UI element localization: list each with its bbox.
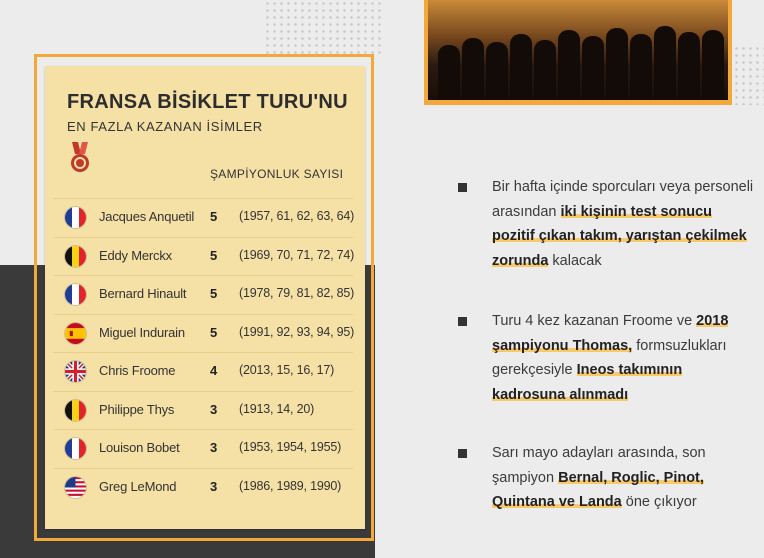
rider-name: Miguel Indurain (99, 324, 185, 340)
win-years: (2013, 15, 16, 17) (239, 363, 335, 377)
win-count: 3 (210, 440, 218, 455)
row-divider (53, 314, 353, 315)
win-count: 5 (210, 247, 218, 263)
square-bullet-icon (458, 449, 467, 458)
france-flag-icon (65, 207, 86, 228)
france-flag-icon (65, 438, 86, 459)
belgium-flag-icon (65, 400, 86, 421)
rider-name: Eddy Merckx (99, 247, 172, 263)
card-subtitle: EN FAZLA KAZANAN İSİMLER (67, 119, 263, 134)
win-count: 3 (210, 478, 218, 494)
belgium-flag-icon (65, 246, 86, 267)
row-divider (53, 275, 353, 276)
card-title: FRANSA BİSİKLET TURU'NU (67, 91, 348, 113)
spain-flag-icon (65, 323, 86, 344)
france-flag-icon (65, 284, 86, 305)
rider-name: Philippe Thys (99, 401, 175, 417)
rider-name: Greg LeMond (99, 478, 177, 494)
rider-name: Jacques Anquetil (99, 209, 195, 224)
win-years: (1953, 1954, 1955) (239, 440, 342, 454)
rider-row (53, 237, 353, 275)
usa-flag-icon (65, 477, 86, 498)
dot-pattern-decoration (264, 0, 384, 55)
column-header: ŞAMPİYONLUK SAYISI (210, 167, 344, 181)
row-divider (53, 352, 353, 353)
win-count: 3 (210, 401, 218, 417)
dot-pattern-decoration-right (733, 45, 764, 105)
square-bullet-icon (458, 317, 467, 326)
win-years: (1969, 70, 71, 72, 74) (239, 247, 355, 262)
win-count: 5 (210, 209, 218, 224)
cyclists-photo (428, 0, 728, 100)
win-years: (1913, 14, 20) (239, 401, 315, 416)
row-divider (53, 391, 353, 392)
rider-row (53, 429, 353, 467)
rider-row (53, 391, 353, 429)
medal-icon (67, 142, 93, 174)
win-count: 4 (210, 363, 218, 378)
win-count: 5 (210, 286, 218, 301)
rider-row (53, 275, 353, 313)
row-divider (53, 468, 353, 469)
win-years: (1978, 79, 81, 82, 85) (239, 286, 355, 300)
win-years: (1957, 61, 62, 63, 64) (239, 209, 355, 223)
win-years: (1991, 92, 93, 94, 95) (239, 324, 355, 339)
uk-flag-icon (65, 361, 86, 382)
rider-name: Bernard Hinault (99, 286, 187, 301)
rider-row (53, 314, 353, 352)
rider-row (53, 352, 353, 390)
square-bullet-icon (458, 183, 467, 192)
row-divider (53, 198, 353, 199)
winners-card (45, 66, 365, 529)
rider-name: Louison Bobet (99, 440, 180, 455)
win-years: (1986, 1989, 1990) (239, 478, 342, 493)
rider-name: Chris Froome (99, 363, 176, 378)
row-divider (53, 237, 353, 238)
rider-row (53, 468, 353, 506)
row-divider (53, 429, 353, 430)
rider-row (53, 198, 353, 236)
win-count: 5 (210, 324, 218, 340)
